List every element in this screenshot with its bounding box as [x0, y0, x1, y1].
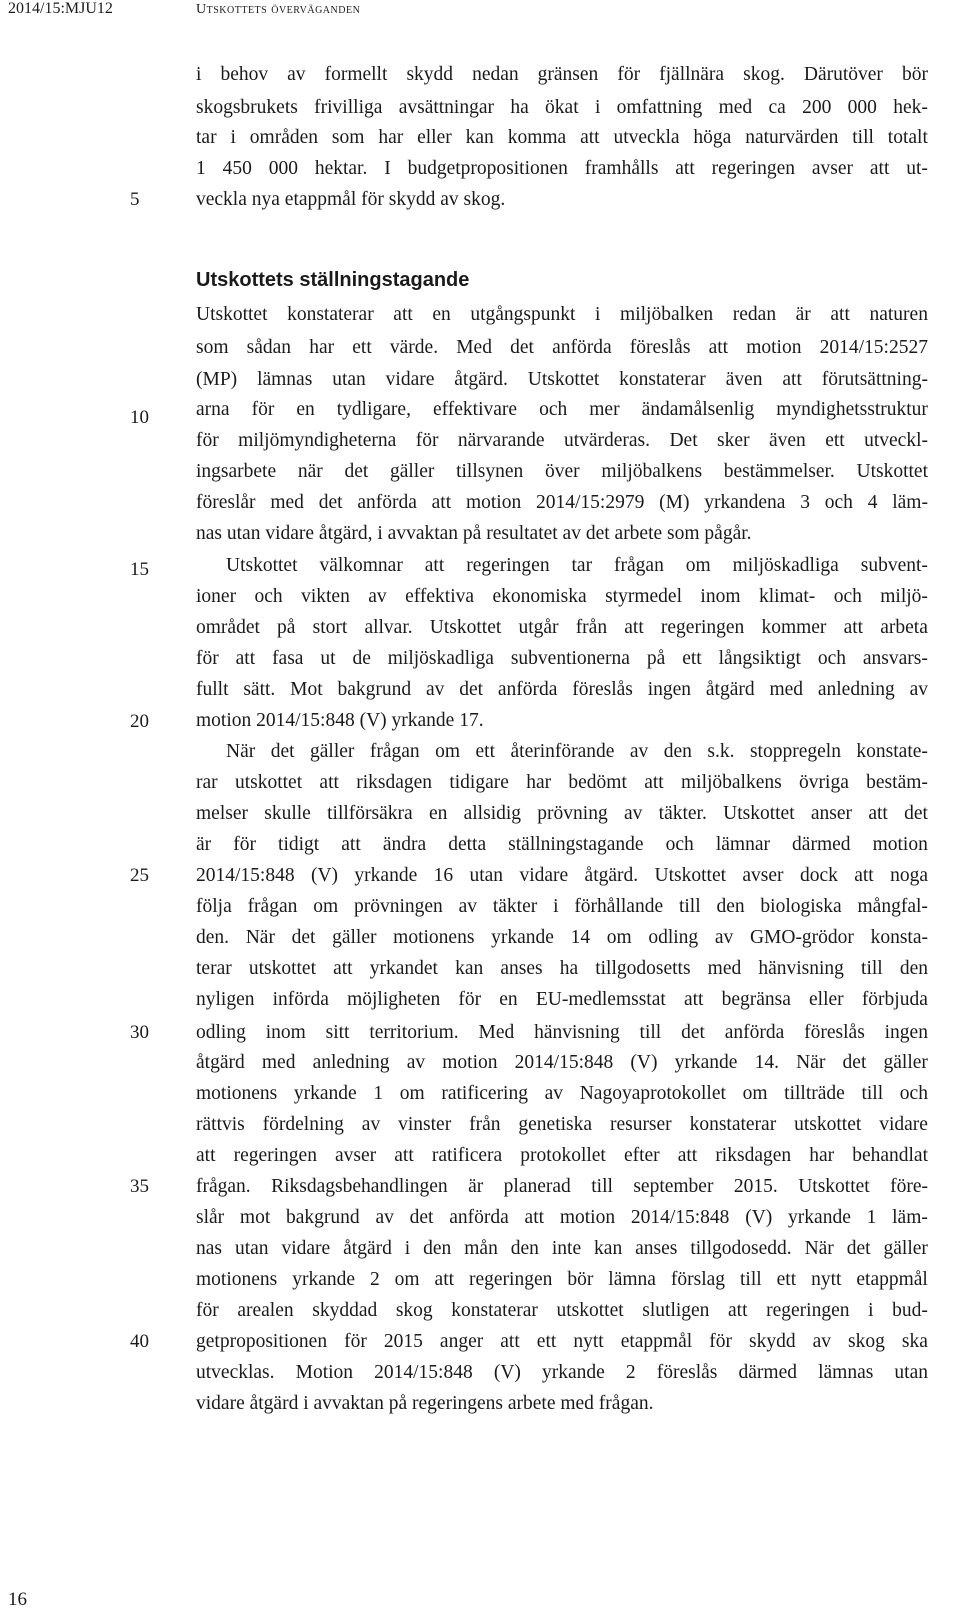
text-line: getpropositionen för 2015 anger att ett nytt etappmål för skydd av skog ska [196, 1331, 928, 1352]
line-number: 10 [130, 407, 149, 428]
text-line: som sådan har ett värde. Med det anförda föreslås att motion 2014/15:2527 [196, 337, 928, 358]
text-line: att regeringen avser att ratificera protokollet efter att riksdagen har behandlat [196, 1145, 928, 1166]
running-title: Utskottets överväganden [196, 2, 361, 17]
text-line: Utskottet konstaterar att en utgångspunkt i miljöbalken redan är att naturen [196, 304, 928, 325]
line-number: 20 [130, 711, 149, 732]
text-line: följa frågan om prövningen av täkter i förhållande till den biologiska mångfal- [196, 896, 928, 917]
text-line: terar utskottet att yrkandet kan anses ha tillgodosetts med hänvisning till den [196, 958, 928, 979]
text-line: utvecklas. Motion 2014/15:848 (V) yrkande 2 föreslås därmed lämnas utan [196, 1362, 928, 1383]
text-line: vidare åtgärd i avvaktan på regeringens arbete med frågan. [196, 1393, 654, 1414]
text-line: i behov av formellt skydd nedan gränsen för fjällnära skog. Därutöver bör [196, 64, 928, 85]
text-line: fullt sätt. Mot bakgrund av det anförda föreslås ingen åtgärd med anledning av [196, 679, 928, 700]
report-code: 2014/15:MJU12 [8, 0, 113, 17]
text-line: arna för en tydligare, effektivare och mer ändamålsenlig myndighetsstruktur [196, 399, 928, 420]
text-line: odling inom sitt territorium. Med hänvisning till det anförda föreslås ingen [196, 1022, 928, 1043]
text-line: området på stort allvar. Utskottet utgår från att regeringen kommer att arbeta [196, 617, 928, 638]
text-line: motionens yrkande 2 om att regeringen bör lämna förslag till ett nytt etappmål [196, 1269, 928, 1290]
text-line: för att fasa ut de miljöskadliga subventionerna på ett långsiktigt och ansvars- [196, 648, 928, 669]
text-line: skogsbrukets frivilliga avsättningar ha ökat i omfattning med ca 200 000 hek- [196, 97, 928, 118]
text-line: Utskottet välkomnar att regeringen tar frågan om miljöskadliga subvent- [226, 555, 928, 576]
line-number: 40 [130, 1331, 149, 1352]
text-line: 1 450 000 hektar. I budgetpropositionen framhålls att regeringen avser att ut- [196, 158, 928, 179]
text-line: rar utskottet att riksdagen tidigare har bedömt att miljöbalkens övriga bestäm- [196, 772, 928, 793]
text-line: för arealen skyddad skog konstaterar utskottet slutligen att regeringen i bud- [196, 1300, 928, 1321]
line-number: 25 [130, 865, 149, 886]
text-line: 2014/15:848 (V) yrkande 16 utan vidare åtgärd. Utskottet avser dock att noga [196, 865, 928, 886]
line-number: 15 [130, 559, 149, 580]
text-line: rättvis fördelning av vinster från genetiska resurser konstaterar utskottet vidare [196, 1114, 928, 1135]
text-line: nas utan vidare åtgärd i den mån den inte kan anses tillgodosedd. När det gäller [196, 1238, 928, 1259]
text-line: motion 2014/15:848 (V) yrkande 17. [196, 710, 484, 731]
line-number: 30 [130, 1022, 149, 1043]
text-line: melser skulle tillförsäkra en allsidig prövning av täkter. Utskottet anser att det [196, 803, 928, 824]
section-heading: Utskottets ställningstagande [196, 269, 470, 291]
text-line: föreslår med det anförda att motion 2014/15:2979 (M) yrkandena 3 och 4 läm- [196, 492, 928, 513]
text-line: veckla nya etappmål för skydd av skog. [196, 189, 506, 210]
text-line: nyligen införda möjligheten för en EU-medlemsstat att begränsa eller förbjuda [196, 989, 928, 1010]
text-line: den. När det gäller motionens yrkande 14 om odling av GMO-grödor konsta- [196, 927, 928, 948]
text-line: När det gäller frågan om ett återinförande av den s.k. stoppregeln konstate- [226, 741, 928, 762]
text-line: är för tidigt att ändra detta ställningstagande och lämnar därmed motion [196, 834, 928, 855]
text-line: frågan. Riksdagsbehandlingen är planerad till september 2015. Utskottet före- [196, 1176, 928, 1197]
page-number: 16 [8, 1589, 27, 1610]
text-line: motionens yrkande 1 om ratificering av Nagoyaprotokollet om tillträde till och [196, 1083, 928, 1104]
text-line: för miljömyndigheterna för närvarande utvärderas. Det sker även ett utveckl- [196, 430, 928, 451]
text-line: ioner och vikten av effektiva ekonomiska styrmedel inom klimat- och miljö- [196, 586, 928, 607]
text-line: åtgärd med anledning av motion 2014/15:848 (V) yrkande 14. När det gäller [196, 1052, 928, 1073]
text-line: tar i områden som har eller kan komma att utveckla höga naturvärden till totalt [196, 127, 928, 148]
page-header [0, 0, 960, 28]
text-line: ingsarbete när det gäller tillsynen över miljöbalkens bestämmelser. Utskottet [196, 461, 928, 482]
text-line: slår mot bakgrund av det anförda att motion 2014/15:848 (V) yrkande 1 läm- [196, 1207, 928, 1228]
text-line: nas utan vidare åtgärd, i avvaktan på resultatet av det arbete som pågår. [196, 523, 752, 544]
text-line: (MP) lämnas utan vidare åtgärd. Utskottet konstaterar även att förutsättning- [196, 369, 928, 390]
line-number: 5 [130, 189, 140, 210]
line-number: 35 [130, 1176, 149, 1197]
